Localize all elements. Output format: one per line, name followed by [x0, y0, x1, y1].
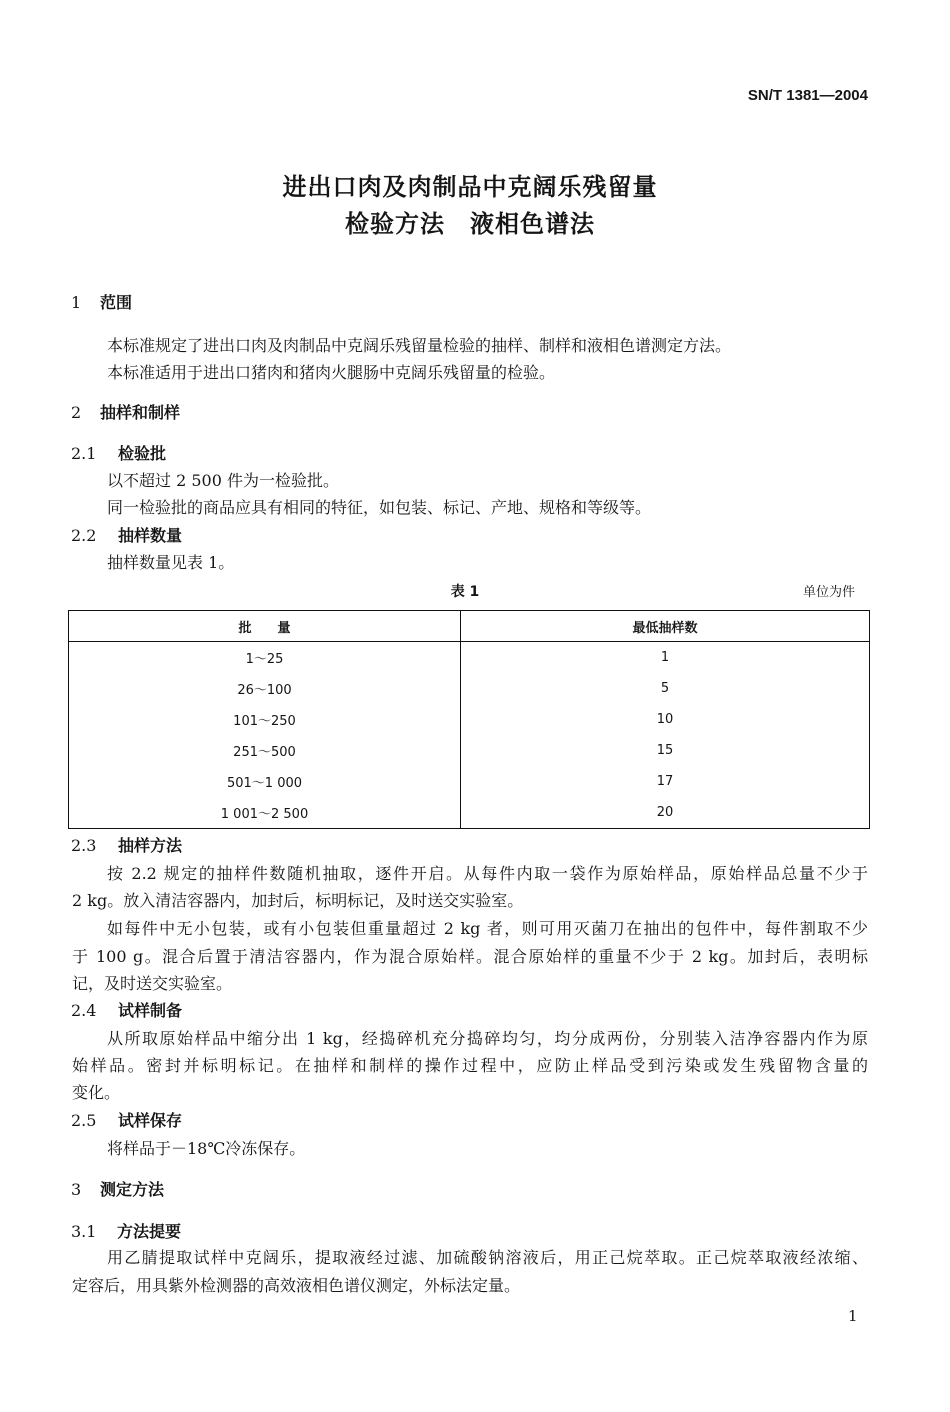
table-unit-note: 单位为件: [802, 585, 855, 600]
paragraph-line: 抽样数量见表 1。: [107, 553, 235, 572]
paragraph-line: 2 kg。放入清洁容器内，加封后，标明标记，及时送交实验室。: [72, 891, 524, 910]
section-title: 抽样方法: [118, 836, 183, 855]
table-row: [69, 673, 870, 704]
cell-batch: 26～100: [69, 673, 461, 704]
page-number: 1: [848, 1307, 858, 1325]
cell-batch: 1 001～2 500: [69, 797, 461, 829]
section-heading-2-3: [71, 836, 182, 856]
paragraph-line: 从所取原始样品中缩分出 1 kg，经捣碎机充分捣碎均匀，均分成两份，分别装入洁净容器内作为原: [107, 1029, 868, 1048]
cell-min-samples: 5: [660, 681, 670, 696]
paragraph-line: 将样品于－18℃冷冻保存。: [107, 1139, 306, 1158]
paragraph-line: 以不超过 2 500 件为一检验批。: [107, 471, 339, 490]
section-title: 方法提要: [117, 1222, 182, 1241]
table-row: [69, 735, 870, 766]
section-number: 2.2: [71, 526, 97, 545]
document-title-line2: 检验方法 液相色谱法: [345, 210, 595, 238]
cell-min-samples: 20: [656, 805, 674, 820]
section-number: 3: [71, 1180, 82, 1199]
section-number: 2.5: [71, 1111, 97, 1130]
paragraph-line: 记，及时送交实验室。: [72, 974, 233, 993]
paragraph-line: 用乙腈提取试样中克阔乐，提取液经过滤、加硫酸钠溶液后，用正己烷萃取。正己烷萃取液经浓缩、: [107, 1248, 868, 1267]
cell-min-samples: 1: [660, 650, 670, 665]
section-title: 抽样数量: [118, 526, 183, 545]
column-header-min-samples: 最低抽样数: [461, 611, 870, 642]
cell-batch: 101～250: [69, 704, 461, 735]
paragraph-line: 按 2.2 规定的抽样件数随机抽取，逐件开启。从每件内取一袋作为原始样品，原始样品总量不少于: [107, 864, 868, 883]
cell-batch: 1～25: [69, 642, 461, 674]
section-title: 测定方法: [100, 1180, 165, 1199]
section-heading-2-2: [71, 526, 182, 546]
section-heading-3-1: [71, 1222, 181, 1242]
paragraph-line: 本标准适用于进出口猪肉和猪肉火腿肠中克阔乐残留量的检验。: [107, 363, 556, 382]
paragraph-line: 定容后，用具紫外检测器的高效液相色谱仪测定，外标法定量。: [72, 1276, 521, 1295]
table-caption: 表 1: [450, 584, 480, 600]
paragraph-line: 同一检验批的商品应具有相同的特征，如包装、标记、产地、规格和等级等。: [107, 498, 652, 517]
section-number: 2.1: [71, 444, 97, 463]
table-row: [69, 642, 870, 674]
paragraph-line: 变化。: [72, 1083, 121, 1102]
sampling-table: [68, 610, 870, 829]
section-title: 试样制备: [118, 1001, 183, 1020]
cell-min-samples: 15: [656, 743, 674, 758]
table-row: [69, 797, 870, 829]
cell-batch: 251～500: [69, 735, 461, 766]
section-heading-2-5: [71, 1111, 182, 1131]
paragraph-line: 本标准规定了进出口肉及肉制品中克阔乐残留量检验的抽样、制样和液相色谱测定方法。: [107, 336, 732, 355]
table-row: [69, 766, 870, 797]
table-header-row: [69, 611, 870, 642]
section-number: 2.4: [71, 1001, 97, 1020]
cell-batch: 501～1 000: [69, 766, 461, 797]
section-heading-2-4: [71, 1001, 182, 1021]
cell-min-samples: 10: [656, 712, 674, 727]
section-heading-3: [71, 1180, 164, 1200]
paragraph-line: 始样品。密封并标明标记。在抽样和制样的操作过程中，应防止样品受到污染或发生残留物含量的: [72, 1056, 868, 1075]
section-number: 1: [71, 293, 82, 312]
section-number: 3.1: [71, 1222, 97, 1241]
section-number: 2.3: [71, 836, 97, 855]
cell-min-samples: 17: [656, 774, 674, 789]
paragraph-line: 如每件中无小包装，或有小包装但重量超过 2 kg 者，则可用灭菌刀在抽出的包件中，每件割取不少: [107, 919, 868, 938]
section-heading-2: [71, 403, 180, 423]
section-title: 范围: [100, 293, 133, 312]
standard-number: SN/T 1381—2004: [747, 87, 868, 104]
table-row: [69, 704, 870, 735]
document-title-line1: 进出口肉及肉制品中克阔乐残留量: [282, 173, 658, 201]
paragraph-line: 于 100 g。混合后置于清洁容器内，作为混合原始样。混合原始样的重量不少于 2 kg。加封后，表明标: [72, 947, 868, 966]
section-heading-1: [71, 293, 132, 313]
section-heading-2-1: [71, 444, 166, 464]
section-title: 抽样和制样: [100, 403, 181, 422]
section-title: 试样保存: [118, 1111, 183, 1130]
section-title: 检验批: [118, 444, 167, 463]
section-number: 2: [71, 403, 82, 422]
column-header-batch: 批 量: [69, 611, 461, 642]
